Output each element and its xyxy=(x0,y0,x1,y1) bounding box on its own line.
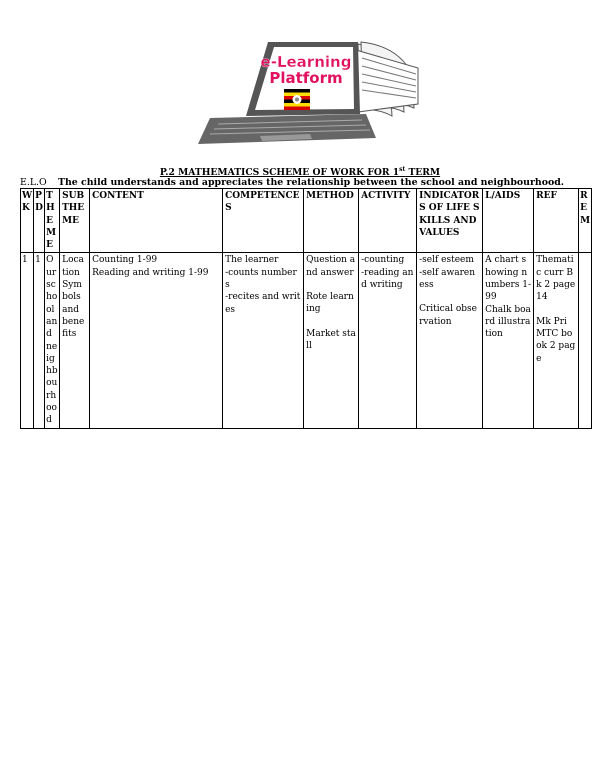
logo-line1: e-Learning xyxy=(260,53,352,71)
cell-text-line: Market stall xyxy=(306,328,356,351)
header-laids: L/AIDS xyxy=(483,189,534,253)
cell-text-line: Chalk board illustration xyxy=(485,304,531,340)
cell-text-line: -self esteem xyxy=(419,255,474,266)
elearning-platform-logo xyxy=(180,38,420,148)
header-pd: PD xyxy=(34,189,45,253)
cell-subtheme: Location Symbols and benefits xyxy=(60,253,90,428)
cell-activity xyxy=(359,253,417,428)
cell-text-line: -recites and writes xyxy=(225,292,301,315)
cell-text-line: Critical observation xyxy=(419,304,477,327)
cell-text-line: Rote learning xyxy=(306,292,354,315)
cell-text-line xyxy=(306,316,356,328)
cell-remarks xyxy=(579,253,592,428)
header-wk: WK xyxy=(21,189,34,253)
book-icon xyxy=(355,42,418,116)
cell-method xyxy=(304,253,359,428)
cell-pd: 1 xyxy=(34,253,45,428)
cell-text-line: Question and answer xyxy=(306,255,356,278)
cell-text-line: -self awareness xyxy=(419,267,476,291)
elo-text: The child understands and appreciates the relationship between the school and neighbourhood. xyxy=(58,177,565,188)
cell-theme: Our school and neighbourhood xyxy=(45,253,60,428)
cell-text-line: Thematic curr Bk 2 page 14 xyxy=(536,255,576,303)
table-header-row xyxy=(21,189,592,253)
logo-line2: Platform xyxy=(269,69,343,87)
cell-content xyxy=(90,253,223,428)
elo-label: E.L.O xyxy=(20,177,47,188)
scheme-of-work-table xyxy=(20,188,592,429)
cell-laids xyxy=(483,253,534,428)
cell-text-line: A chart showing numbers 1-99 xyxy=(485,255,532,303)
uganda-flag-icon xyxy=(284,89,310,110)
cell-text-line: -counts numbers xyxy=(225,267,297,291)
cell-ref xyxy=(534,253,579,428)
header-remarks: REM xyxy=(579,189,592,253)
cell-text-line: -reading and writing xyxy=(361,267,414,291)
cell-wk: 1 xyxy=(21,253,34,428)
header-method: METHOD xyxy=(304,189,359,253)
cell-indicators xyxy=(417,253,483,428)
header-competences: COMPETENCES xyxy=(223,189,304,253)
header-content: CONTENT xyxy=(90,189,223,253)
table-row xyxy=(21,253,592,428)
cell-text-line: Mk Pri MTC book 2 page xyxy=(536,316,576,364)
cell-text-line xyxy=(306,279,356,291)
cell-text-line: Counting 1-99 xyxy=(92,255,158,266)
header-indicators: INDICATOR S OF LIFE SKILLS AND VALUES xyxy=(417,189,483,253)
cell-text-line: Reading and writing 1-99 xyxy=(92,267,209,278)
cell-text-line xyxy=(536,304,576,316)
cell-competences xyxy=(223,253,304,428)
header-activity: ACTIVITY xyxy=(359,189,417,253)
header-ref: REF xyxy=(534,189,579,253)
header-subtheme: SUB THE ME xyxy=(60,189,90,253)
cell-text-line: The learner xyxy=(225,255,279,266)
cell-text-line: -counting xyxy=(361,255,405,266)
document-title: P.2 MATHEMATICS SCHEME OF WORK FOR 1st TERM xyxy=(159,166,441,179)
cell-text-line xyxy=(419,291,480,303)
header-theme: THEME xyxy=(45,189,60,253)
elo-line xyxy=(20,177,564,188)
